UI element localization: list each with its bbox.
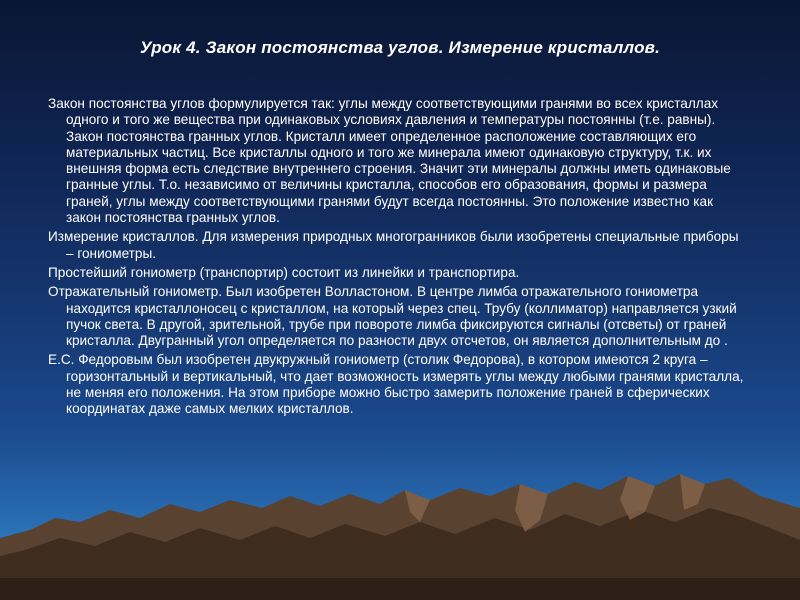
ground-band	[0, 578, 800, 600]
slide-title: Урок 4. Закон постоянства углов. Измерение кристаллов.	[139, 38, 661, 57]
paragraph-reflecting-goniometer: Отражательный гониометр. Был изобретен Волластоном. В центре лимба отражательного гониометра находится кристаллоносец с кристаллом, на который через спец. Трубу (коллиматор) направляется узкий пучок света. В другой, зрительной, трубе при повороте лимба фиксируются сигналы (отсветы) от граней кристалла. Двугранный угол определяется по разности двух отсчетов, он является дополнительным до .	[48, 284, 737, 349]
paragraph-simple-goniometer: Простейший гониометр (транспортир) состоит из линейки и транспортира.	[48, 264, 520, 280]
mountain-landscape-image	[0, 460, 800, 600]
paragraph-fedorov-goniometer: Е.С. Федоровым был изобретен двукружный гониометр (столик Федорова), в котором имеются 2 круга – горизонтальный и вертикальный, что дает возможность измерять углы между любыми гранями кристалла, не меняя его положения. На этом приборе можно быстро замерить положение граней в сферических координатах даже самых мелких кристаллов.	[48, 352, 744, 417]
paragraph-law-of-angles: Закон постоянства углов формулируется так: углы между соответствующими гранями во всех кристаллах одного и того же вещества при одинаковых условиях давления и температуры постоянны (т.е. равны). Закон постоянства гранных углов. Кристалл имеет определенное расположение составляющих его материальных частиц. Все кристаллы одного и того же минерала имеют одинаковую структуру, т.к. их внешняя форма есть следствие внутреннего строения. Значит эти минералы должны иметь одинаковые гранные углы. Т.о. независимо от величины кристалла, способов его образования, формы и размера граней, углы между соответствующими гранями будут всегда постоянны. Это положение известно как закон постоянства гранных углов.	[48, 96, 731, 226]
paragraph-crystal-measurement: Измерение кристаллов. Для измерения природных многогранников были изобретены специальные приборы – гониометры.	[48, 229, 739, 261]
slide-body	[48, 96, 748, 421]
